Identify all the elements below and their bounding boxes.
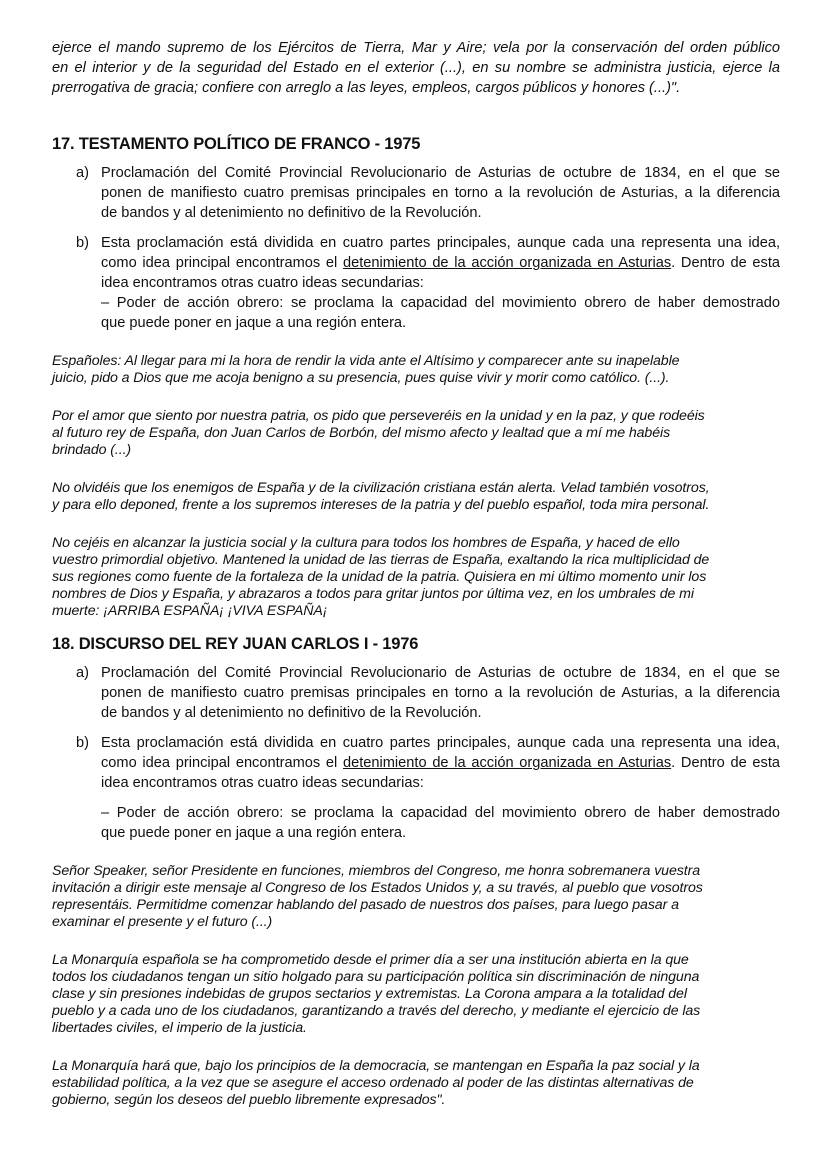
section-heading: 18. DISCURSO DEL REY JUAN CARLOS I - 1976	[52, 635, 419, 653]
text-line: juicio, pido a Dios que me acoja benigno a su presencia, pues quise vivir y morir como católico. (...).	[52, 370, 670, 386]
quote-paragraph	[52, 353, 780, 387]
text-line: examinar el presente y el futuro (...)	[52, 914, 273, 930]
text-line: sus regiones como fuente de la fortaleza de la unidad de la patria. Quisiera en mi último momento unir los	[52, 569, 707, 585]
underlined-phrase: detenimiento de la acción organizada en Asturias	[343, 255, 672, 271]
text: . Dentro de esta	[671, 755, 780, 771]
quote-paragraph	[52, 408, 780, 459]
text-line: – Poder de acción obrero: se proclama la capacidad del movimiento obrero de haber demostrado	[101, 295, 780, 311]
text-line: Proclamación del Comité Provincial Revolucionario de Asturias de octubre de 1834, en el que se	[101, 165, 780, 181]
text: como idea principal encontramos el	[101, 755, 344, 771]
text-line: de bandos y al detenimiento no definitivo de la Revolución.	[101, 705, 482, 721]
quote-paragraph	[52, 535, 780, 620]
text-line: No olvidéis que los enemigos de España y de la civilización cristiana están alerta. Velad también vosotros,	[52, 480, 710, 496]
text-line: y para ello deponed, frente a los supremos intereses de la patria y del pueblo español, toda mira personal.	[52, 497, 710, 513]
list-item-a	[76, 163, 780, 223]
list-marker: b)	[76, 235, 89, 251]
list-item-a	[76, 663, 780, 723]
quote-block	[52, 863, 780, 1109]
list-item-b	[76, 733, 780, 843]
text-line: gobierno, según los deseos del pueblo libremente expresados".	[52, 1092, 446, 1108]
section	[52, 134, 780, 620]
quote-paragraph	[52, 863, 780, 931]
section	[52, 634, 780, 1109]
text-line: Señor Speaker, señor Presidente en funciones, miembros del Congreso, me honra sobremanera vuestra	[52, 863, 701, 879]
text-line: ejerce el mando supremo de los Ejércitos de Tierra, Mar y Aire; vela por la conservación del orden público	[52, 40, 780, 56]
list-item-b	[76, 233, 780, 333]
text-line: libertades civiles, el imperio de la justicia.	[52, 1020, 307, 1036]
quote-block	[52, 353, 780, 620]
text-line: que puede poner en jaque a una región entera.	[101, 315, 407, 331]
text: . Dentro de esta	[671, 255, 780, 271]
quote-paragraph	[52, 952, 780, 1037]
text-line: invitación a dirigir este mensaje al Congreso de los Estados Unidos y, a su través, al pueblo que vosotros	[52, 880, 703, 896]
text-line: brindado (...)	[52, 442, 132, 458]
text-line: idea encontramos otras cuatro ideas secundarias:	[101, 775, 424, 791]
intro-quote	[52, 38, 780, 98]
text-line: estabilidad política, a la vez que se asegure el acceso ordenado al poder de las distintas alternativas de	[52, 1075, 694, 1091]
text-line: idea encontramos otras cuatro ideas secundarias:	[101, 275, 424, 291]
text-line: nombres de Dios y España, y abrazaros a todos para gritar juntos por última vez, en los umbrales de mi	[52, 586, 694, 602]
text-line: de bandos y al detenimiento no definitivo de la Revolución.	[101, 205, 482, 221]
text: como idea principal encontramos el	[101, 255, 344, 271]
quote-paragraph	[52, 480, 780, 514]
text-line: Españoles: Al llegar para mi la hora de rendir la vida ante el Altísimo y comparecer ante su inapelable	[52, 353, 680, 369]
list-marker: b)	[76, 735, 89, 751]
text-line: Esta proclamación está dividida en cuatro partes principales, aunque cada una representa una idea,	[101, 235, 780, 251]
text-line: Proclamación del Comité Provincial Revolucionario de Asturias de octubre de 1834, en el que se	[101, 665, 780, 681]
text-line: No cejéis en alcanzar la justicia social y la cultura para todos los hombres de España, y haced de ello	[52, 535, 680, 551]
text-line: clase y sin presiones indebidas de grupos sectarios y extremistas. La Corona ampara a la totalidad del	[52, 986, 687, 1002]
text-line: muerte: ¡ARRIBA ESPAÑA¡ ¡VIVA ESPAÑA¡	[52, 603, 328, 619]
underlined-phrase: detenimiento de la acción organizada en Asturias	[343, 755, 672, 771]
text-line: en el interior y de la seguridad del Estado en el exterior (...), en su nombre se administra justicia, ejerce la	[52, 60, 780, 76]
text-line: prerrogativa de gracia; confiere con arreglo a las leyes, empleos, cargos públicos y honores (...)".	[52, 80, 681, 96]
text-line: ponen de manifiesto cuatro premisas principales en torno a la revolución de Asturias, a la diferencia	[101, 685, 780, 701]
text-line: – Poder de acción obrero: se proclama la capacidad del movimiento obrero de haber demostrado	[101, 805, 780, 821]
section-heading: 17. TESTAMENTO POLÍTICO DE FRANCO - 1975	[52, 135, 421, 153]
quote-paragraph	[52, 1058, 780, 1109]
text-line	[101, 253, 780, 273]
text-line: vuestro primordial objetivo. Mantened la unidad de las tierras de España, exaltando la rica multiplicidad de	[52, 552, 710, 568]
text-line: que puede poner en jaque a una región entera.	[101, 825, 407, 841]
list-marker: a)	[76, 165, 89, 181]
text-line: La Monarquía hará que, bajo los principios de la democracia, se mantengan en España la paz social y la	[52, 1058, 700, 1074]
text-line: al futuro rey de España, don Juan Carlos de Borbón, del mismo afecto y lealtad que a mí me habéis	[52, 425, 671, 441]
text-line: La Monarquía española se ha comprometido desde el primer día a ser una institución abierta en la que	[52, 952, 689, 968]
text-line	[101, 753, 780, 773]
text-line: ponen de manifiesto cuatro premisas principales en torno a la revolución de Asturias, a la diferencia	[101, 185, 780, 201]
list-marker: a)	[76, 665, 89, 681]
text-line: Por el amor que siento por nuestra patria, os pido que perseveréis en la unidad y en la paz, y que rodeéis	[52, 408, 705, 424]
text-line: pueblo y a cada uno de los ciudadanos, garantizando a través del derecho, y mediante el ejercicio de las	[52, 1003, 701, 1019]
text-line: Esta proclamación está dividida en cuatro partes principales, aunque cada una representa una idea,	[101, 735, 780, 751]
document-page	[52, 38, 780, 1109]
text-line: todos los ciudadanos tengan un sitio holgado para su participación política sin discriminación de ninguna	[52, 969, 700, 985]
text-line: representáis. Permitidme comenzar hablando del pasado de nuestros dos países, para luego pasar a	[52, 897, 679, 913]
